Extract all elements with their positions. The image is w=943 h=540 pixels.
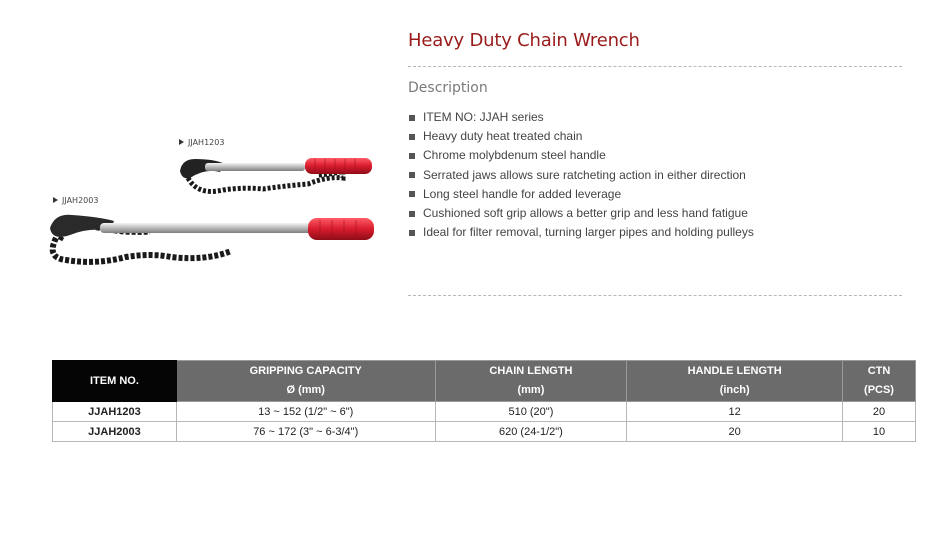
feature-item bbox=[408, 204, 754, 223]
section-heading: Description bbox=[408, 80, 488, 96]
spec-table bbox=[52, 360, 916, 442]
table-row bbox=[53, 402, 916, 422]
model-label-small: JJAH1203 bbox=[188, 138, 225, 147]
feature-text: Heavy duty heat treated chain bbox=[423, 129, 583, 144]
bullet-icon bbox=[409, 191, 415, 197]
cell-ctn: 20 bbox=[843, 402, 916, 422]
feature-text: Cushioned soft grip allows a better grip and less hand fatigue bbox=[423, 205, 748, 220]
feature-list bbox=[408, 108, 754, 242]
bullet-icon bbox=[409, 153, 415, 159]
feature-text: ITEM NO: JJAH series bbox=[423, 110, 544, 124]
cell-handle: 12 bbox=[627, 402, 843, 422]
model-label-large: JJAH2003 bbox=[62, 196, 99, 205]
feature-text: Ideal for filter removal, turning larger pipes and holding pulleys bbox=[423, 225, 754, 240]
feature-item bbox=[408, 146, 754, 165]
header-item-no: ITEM NO. bbox=[53, 361, 177, 402]
product-image bbox=[40, 128, 390, 278]
feature-text: Chrome molybdenum steel handle bbox=[423, 148, 606, 163]
header-gripping-capacity: GRIPPING CAPACITY Ø (mm) bbox=[176, 361, 435, 402]
feature-text: Long steel handle for added leverage bbox=[423, 186, 622, 201]
label-jjah1203 bbox=[179, 138, 224, 147]
wrench-large bbox=[50, 215, 374, 262]
feature-text: Serrated jaws allows sure ratcheting action in either direction bbox=[423, 167, 746, 182]
bullet-icon bbox=[409, 211, 415, 217]
cell-chain: 620 (24-1/2") bbox=[435, 422, 627, 442]
cell-capacity: 76 ~ 172 (3" ~ 6-3/4") bbox=[176, 422, 435, 442]
label-jjah2003 bbox=[53, 196, 98, 205]
table-row bbox=[53, 422, 916, 442]
cell-item: JJAH1203 bbox=[53, 402, 177, 422]
header-handle-length: HANDLE LENGTH (inch) bbox=[627, 361, 843, 402]
bullet-icon bbox=[409, 134, 415, 140]
arrow-icon bbox=[179, 139, 184, 145]
cell-capacity: 13 ~ 152 (1/2" ~ 6") bbox=[176, 402, 435, 422]
divider bbox=[408, 66, 902, 67]
feature-item bbox=[408, 185, 754, 204]
table-header-row bbox=[53, 361, 916, 402]
cell-handle: 20 bbox=[627, 422, 843, 442]
bullet-icon bbox=[409, 172, 415, 178]
bullet-icon bbox=[409, 115, 415, 121]
feature-item bbox=[408, 127, 754, 146]
header-chain-length: CHAIN LENGTH (mm) bbox=[435, 361, 627, 402]
feature-item bbox=[408, 108, 754, 127]
bullet-icon bbox=[409, 230, 415, 236]
cell-chain: 510 (20") bbox=[435, 402, 627, 422]
cell-item: JJAH2003 bbox=[53, 422, 177, 442]
feature-item bbox=[408, 223, 754, 242]
feature-item bbox=[408, 166, 754, 185]
wrench-small bbox=[180, 158, 372, 192]
page-title: Heavy Duty Chain Wrench bbox=[408, 30, 640, 51]
header-ctn: CTN (PCS) bbox=[843, 361, 916, 402]
divider bbox=[408, 295, 902, 296]
cell-ctn: 10 bbox=[843, 422, 916, 442]
arrow-icon bbox=[53, 197, 58, 203]
